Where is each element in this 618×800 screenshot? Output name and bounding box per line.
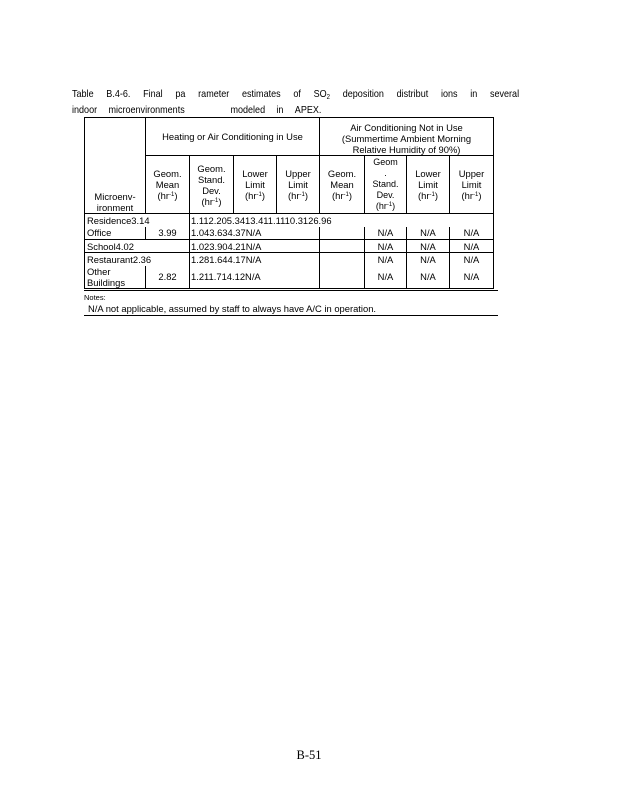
cell-other-name: Other Buildings bbox=[85, 266, 146, 289]
notes-text: N/A not applicable, assumed by staff to always have A/C in operation. bbox=[88, 303, 377, 314]
group1-text: Heating or Air Conditioning in Use bbox=[162, 131, 303, 142]
caption-word: microenvironments bbox=[108, 104, 185, 116]
cell-office-gsd2: N/A bbox=[365, 227, 407, 240]
cell-other-gm2 bbox=[320, 266, 365, 289]
header-upper-limit: Upper Limit $(hr^{-1})$ bbox=[277, 156, 320, 214]
header-group-no-ac bbox=[320, 118, 494, 156]
caption-word: B.4-6. bbox=[106, 88, 131, 100]
cell-office-values: 1.043.634.37N/A bbox=[190, 227, 320, 240]
notes-bottom-rule bbox=[84, 315, 498, 316]
cell-office-ll2: N/A bbox=[407, 227, 450, 240]
group2-line: (Summertime Ambient Morning bbox=[341, 132, 472, 144]
caption-word: distribut bbox=[396, 88, 429, 100]
header-geom-std-dev: Geom. Stand. Dev. $(hr^{-1})$ bbox=[190, 156, 234, 214]
table-row-restaurant bbox=[85, 253, 494, 266]
cell-other-gsd2: N/A bbox=[365, 266, 407, 289]
cell-other-gm: 2.82 bbox=[146, 266, 190, 289]
cell-restaurant-values: 1.281.644.17N/A bbox=[190, 253, 320, 266]
cell-other-ll2: N/A bbox=[407, 266, 450, 289]
caption-line-1 bbox=[72, 88, 519, 104]
group2-line: Air Conditioning Not in Use bbox=[350, 121, 463, 133]
parameter-table bbox=[84, 117, 494, 289]
cell-restaurant-gm2 bbox=[320, 253, 365, 266]
table-row-other-buildings bbox=[85, 266, 494, 289]
cell-other-values: 1.211.714.12N/A bbox=[190, 266, 320, 289]
header-group-heating bbox=[146, 118, 320, 156]
cell-restaurant-name: Restaurant2.36 bbox=[85, 253, 190, 266]
cell-other-ul2: N/A bbox=[450, 266, 494, 289]
header-lower-limit-2: Lower Limit $(hr^{-1})$ bbox=[407, 156, 450, 214]
group2-line: Relative Humidity of 90%) bbox=[352, 143, 461, 155]
header-row-1 bbox=[85, 118, 494, 156]
caption-so2: $SO_2$ bbox=[313, 88, 331, 101]
header-lower-limit: Lower Limit $(hr^{-1})$ bbox=[234, 156, 277, 214]
cell-restaurant-gsd2: N/A bbox=[365, 253, 407, 266]
caption-word: estimates bbox=[241, 88, 281, 100]
cell-school-name: School4.02 bbox=[85, 240, 190, 253]
cell-office-name: Office bbox=[85, 227, 146, 240]
cell-office-gm2 bbox=[320, 227, 365, 240]
cell-restaurant-ul2: N/A bbox=[450, 253, 494, 266]
caption-word: rameter bbox=[198, 88, 230, 100]
cell-school-ul2: N/A bbox=[450, 240, 494, 253]
header-geom-mean: Geom. Mean $(hr^{-1})$ bbox=[146, 156, 190, 214]
table-caption bbox=[72, 88, 519, 117]
cell-school-gm2 bbox=[320, 240, 365, 253]
caption-word: indoor bbox=[72, 104, 98, 116]
cell-residence-values: 1.112.205.3413.411.1110.3126.96 bbox=[190, 214, 494, 227]
notes-label: Notes: bbox=[84, 290, 498, 302]
caption-word: modeled bbox=[230, 104, 266, 116]
header-geom-std-dev-2: Geom . Stand. Dev. $(hr^{-1})$ bbox=[365, 156, 407, 214]
cell-office-ul2: N/A bbox=[450, 227, 494, 240]
table-row-school bbox=[85, 240, 494, 253]
header-row-2 bbox=[85, 156, 494, 214]
header-microenvironment bbox=[85, 118, 146, 214]
caption-word: several bbox=[489, 88, 520, 100]
caption-word: deposition bbox=[342, 88, 384, 100]
table-row-residence bbox=[85, 214, 494, 227]
cell-residence-name: Residence3.14 bbox=[85, 214, 190, 227]
cell-school-values: 1.023.904.21N/A bbox=[190, 240, 320, 253]
table-row-office bbox=[85, 227, 494, 240]
caption-word: APEX. bbox=[294, 104, 322, 116]
cell-restaurant-ll2: N/A bbox=[407, 253, 450, 266]
caption-word: ions bbox=[440, 88, 458, 100]
cell-school-ll2: N/A bbox=[407, 240, 450, 253]
caption-word: Table bbox=[72, 88, 94, 100]
caption-word: Final bbox=[143, 88, 163, 100]
page-number: B-51 bbox=[296, 748, 322, 762]
cell-office-gm: 3.99 bbox=[146, 227, 190, 240]
caption-word: in bbox=[276, 104, 284, 116]
caption-word: of bbox=[293, 88, 301, 100]
caption-word: pa bbox=[175, 88, 186, 100]
header-upper-limit-2: Upper Limit $(hr^{-1})$ bbox=[450, 156, 494, 214]
header-text: Microenv- bbox=[94, 191, 136, 202]
header-text: ironment bbox=[96, 202, 134, 213]
cell-school-gsd2: N/A bbox=[365, 240, 407, 253]
caption-word: in bbox=[470, 88, 478, 100]
caption-line-2 bbox=[72, 104, 321, 117]
header-geom-mean-2: Geom. Mean $(hr^{-1})$ bbox=[320, 156, 365, 214]
